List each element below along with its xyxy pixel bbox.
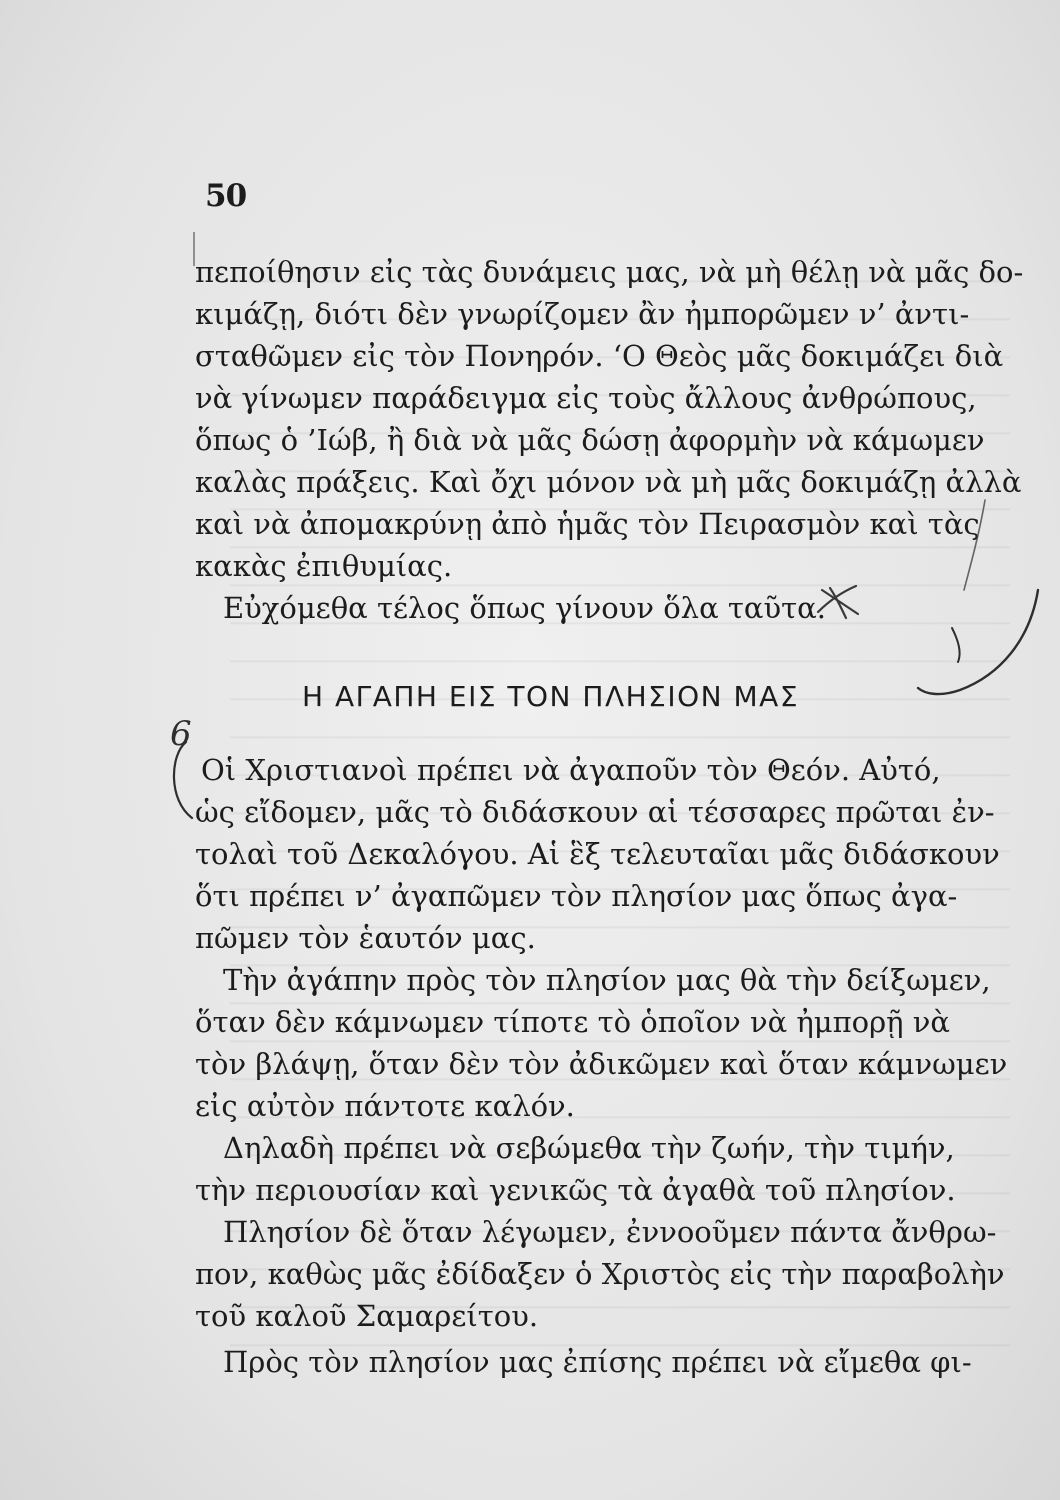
text-line: ὡς εἴδομεν, μᾶς τὸ διδάσκουν αἱ τέσσαρες πρῶται ἐν- bbox=[195, 795, 995, 829]
text-line: ὅπως ὁ ’Ιώβ, ἢ διὰ νὰ μᾶς δώσῃ ἀφορμὴν νὰ κάμωμεν bbox=[195, 423, 985, 457]
text-line: κακὰς ἐπιθυμίας. bbox=[195, 549, 453, 583]
text-line: Δηλαδὴ πρέπει νὰ σεβώμεθα τὴν ζωήν, τὴν τιμήν, bbox=[223, 1131, 955, 1165]
margin-note: 6 bbox=[170, 714, 192, 754]
text-line: ὅταν δὲν κάμνωμεν τίποτε τὸ ὁποῖον νὰ ἠμπορῇ νὰ bbox=[195, 1005, 950, 1039]
pen-stroke-small bbox=[952, 628, 960, 662]
text-line: Εὐχόμεθα τέλος ὅπως γίνουν ὅλα ταῦτα. bbox=[223, 591, 826, 625]
text-line: Πλησίον δὲ ὅταν λέγωμεν, ἐννοοῦμεν πάντα ἄνθρω- bbox=[223, 1215, 997, 1249]
page-number: 50 bbox=[205, 178, 247, 214]
text-line: τολαὶ τοῦ Δεκαλόγου. Αἱ ἓξ τελευταῖαι μᾶς διδάσκουν bbox=[195, 837, 1000, 871]
pen-stroke bbox=[918, 590, 1038, 694]
text-line: τοῦ καλοῦ Σαμαρείτου. bbox=[195, 1299, 539, 1333]
text-line: Τὴν ἀγάπην πρὸς τὸν πλησίον μας θὰ τὴν δείξωμεν, bbox=[223, 963, 991, 997]
text-line: πεποίθησιν εἰς τὰς δυνάμεις μας, νὰ μὴ θέλῃ νὰ μᾶς δο- bbox=[195, 255, 1024, 289]
text-line: πον, καθὼς μᾶς ἐδίδαξεν ὁ Χριστὸς εἰς τὴν παραβολὴν bbox=[195, 1257, 1005, 1291]
text-line: καλὰς πράξεις. Καὶ ὄχι μόνον νὰ μὴ μᾶς δοκιμάζῃ ἀλλὰ bbox=[195, 465, 1022, 499]
text-line: καὶ νὰ ἀπομακρύνῃ ἀπὸ ἡμᾶς τὸν Πειρασμὸν καὶ τὰς bbox=[195, 507, 980, 541]
text-line: τὸν βλάψῃ, ὅταν δὲν τὸν ἀδικῶμεν καὶ ὅταν κάμνωμεν bbox=[195, 1047, 1008, 1081]
text-line: εἰς αὐτὸν πάντοτε καλόν. bbox=[195, 1089, 575, 1123]
text-line: σταθῶμεν εἰς τὸν Πονηρόν. ‘Ο Θεὸς μᾶς δοκιμάζει διὰ bbox=[195, 339, 1004, 373]
text-line: ὅτι πρέπει ν’ ἀγαπῶμεν τὸν πλησίον μας ὅπως ἀγα- bbox=[195, 879, 958, 913]
text-line: Πρὸς τὸν πλησίον μας ἐπίσης πρέπει νὰ εἴμεθα φι- bbox=[223, 1345, 972, 1379]
text-line: κιμάζῃ, διότι δὲν γνωρίζομεν ἂν ἠμπορῶμεν ν’ ἀντι- bbox=[195, 297, 970, 331]
text-line: Οἱ Χριστιανοὶ πρέπει νὰ ἀγαποῦν τὸν Θεόν. Αὐτό, bbox=[201, 753, 941, 787]
text-line: νὰ γίνωμεν παράδειγμα εἰς τοὺς ἄλλους ἀνθρώπους, bbox=[195, 381, 977, 415]
section-heading: Η ΑΓΑΠΗ ΕΙΣ ΤΟΝ ΠΛΗΣΙΟΝ ΜΑΣ bbox=[302, 680, 800, 713]
margin-bracket bbox=[174, 742, 192, 818]
text-line: τὴν περιουσίαν καὶ γενικῶς τὰ ἀγαθὰ τοῦ πλησίον. bbox=[195, 1173, 956, 1207]
text-line: πῶμεν τὸν ἑαυτόν μας. bbox=[195, 921, 536, 955]
